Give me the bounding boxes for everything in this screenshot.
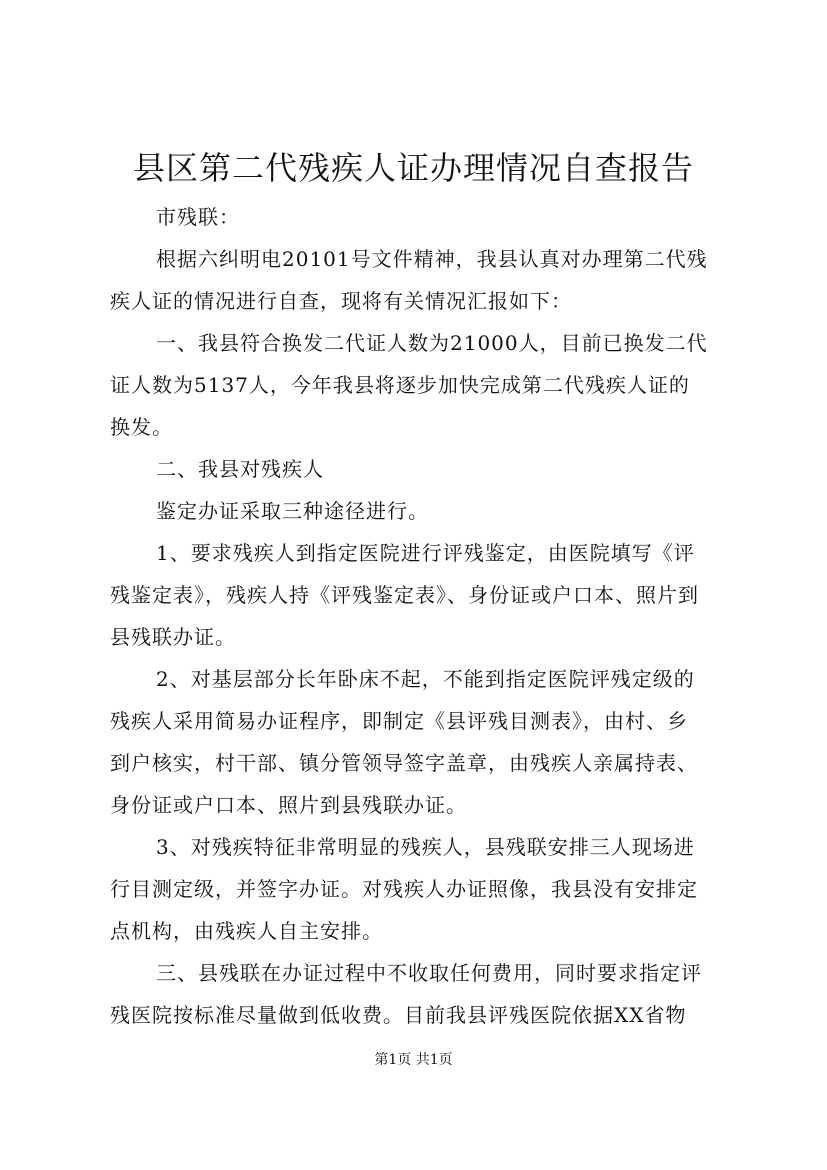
document-title: 县区第二代残疾人证办理情况自查报告 <box>132 149 694 187</box>
body-line: 根据六纠明电20101号文件精神，我县认真对办理第二代残 <box>156 247 708 271</box>
body-line: 证人数为5137人，今年我县将逐步加快完成第二代残疾人证的 <box>110 373 690 397</box>
body-line: 3、对残疾特征非常明显的残疾人，县残联安排三人现场进 <box>156 835 695 859</box>
body-line: 县残联办证。 <box>110 625 236 649</box>
body-line: 三、县残联在办证过程中不收取任何费用，同时要求指定评 <box>156 961 702 985</box>
body-line: 行目测定级，并签字办证。对残疾人办证照像，我县没有安排定 <box>110 877 698 901</box>
body-line: 到户核实，村干部、镇分管领导签字盖章，由残疾人亲属持表、 <box>110 751 698 775</box>
body-line: 点机构，由残疾人自主安排。 <box>110 919 383 943</box>
body-line: 一、我县符合换发二代证人数为21000人，目前已换发二代 <box>156 331 708 355</box>
body-line: 1、要求残疾人到指定医院进行评残鉴定，由医院填写《评 <box>156 541 695 565</box>
body-line: 2、对基层部分长年卧床不起，不能到指定医院评残定级的 <box>156 667 695 691</box>
page-footer: 第1页 共1页 <box>374 1052 453 1068</box>
body-line: 疾人证的情况进行自查，现将有关情况汇报如下： <box>110 289 572 313</box>
body-line: 二、我县对残疾人 <box>156 457 324 481</box>
body-line: 换发。 <box>110 415 173 439</box>
body-line: 残医院按标准尽量做到低收费。目前我县评残医院依据XX省物 <box>110 1003 687 1027</box>
body-line: 残鉴定表》，残疾人持《评残鉴定表》、身份证或户口本、照片到 <box>110 583 699 607</box>
body-line: 残疾人采用简易办证程序，即制定《县评残目测表》，由村、乡 <box>110 709 688 733</box>
body-line: 身份证或户口本、照片到县残联办证。 <box>110 793 467 817</box>
body-line: 鉴定办证采取三种途径进行。 <box>156 499 429 523</box>
document-body <box>110 196 730 1036</box>
body-line: 市残联： <box>156 205 240 229</box>
